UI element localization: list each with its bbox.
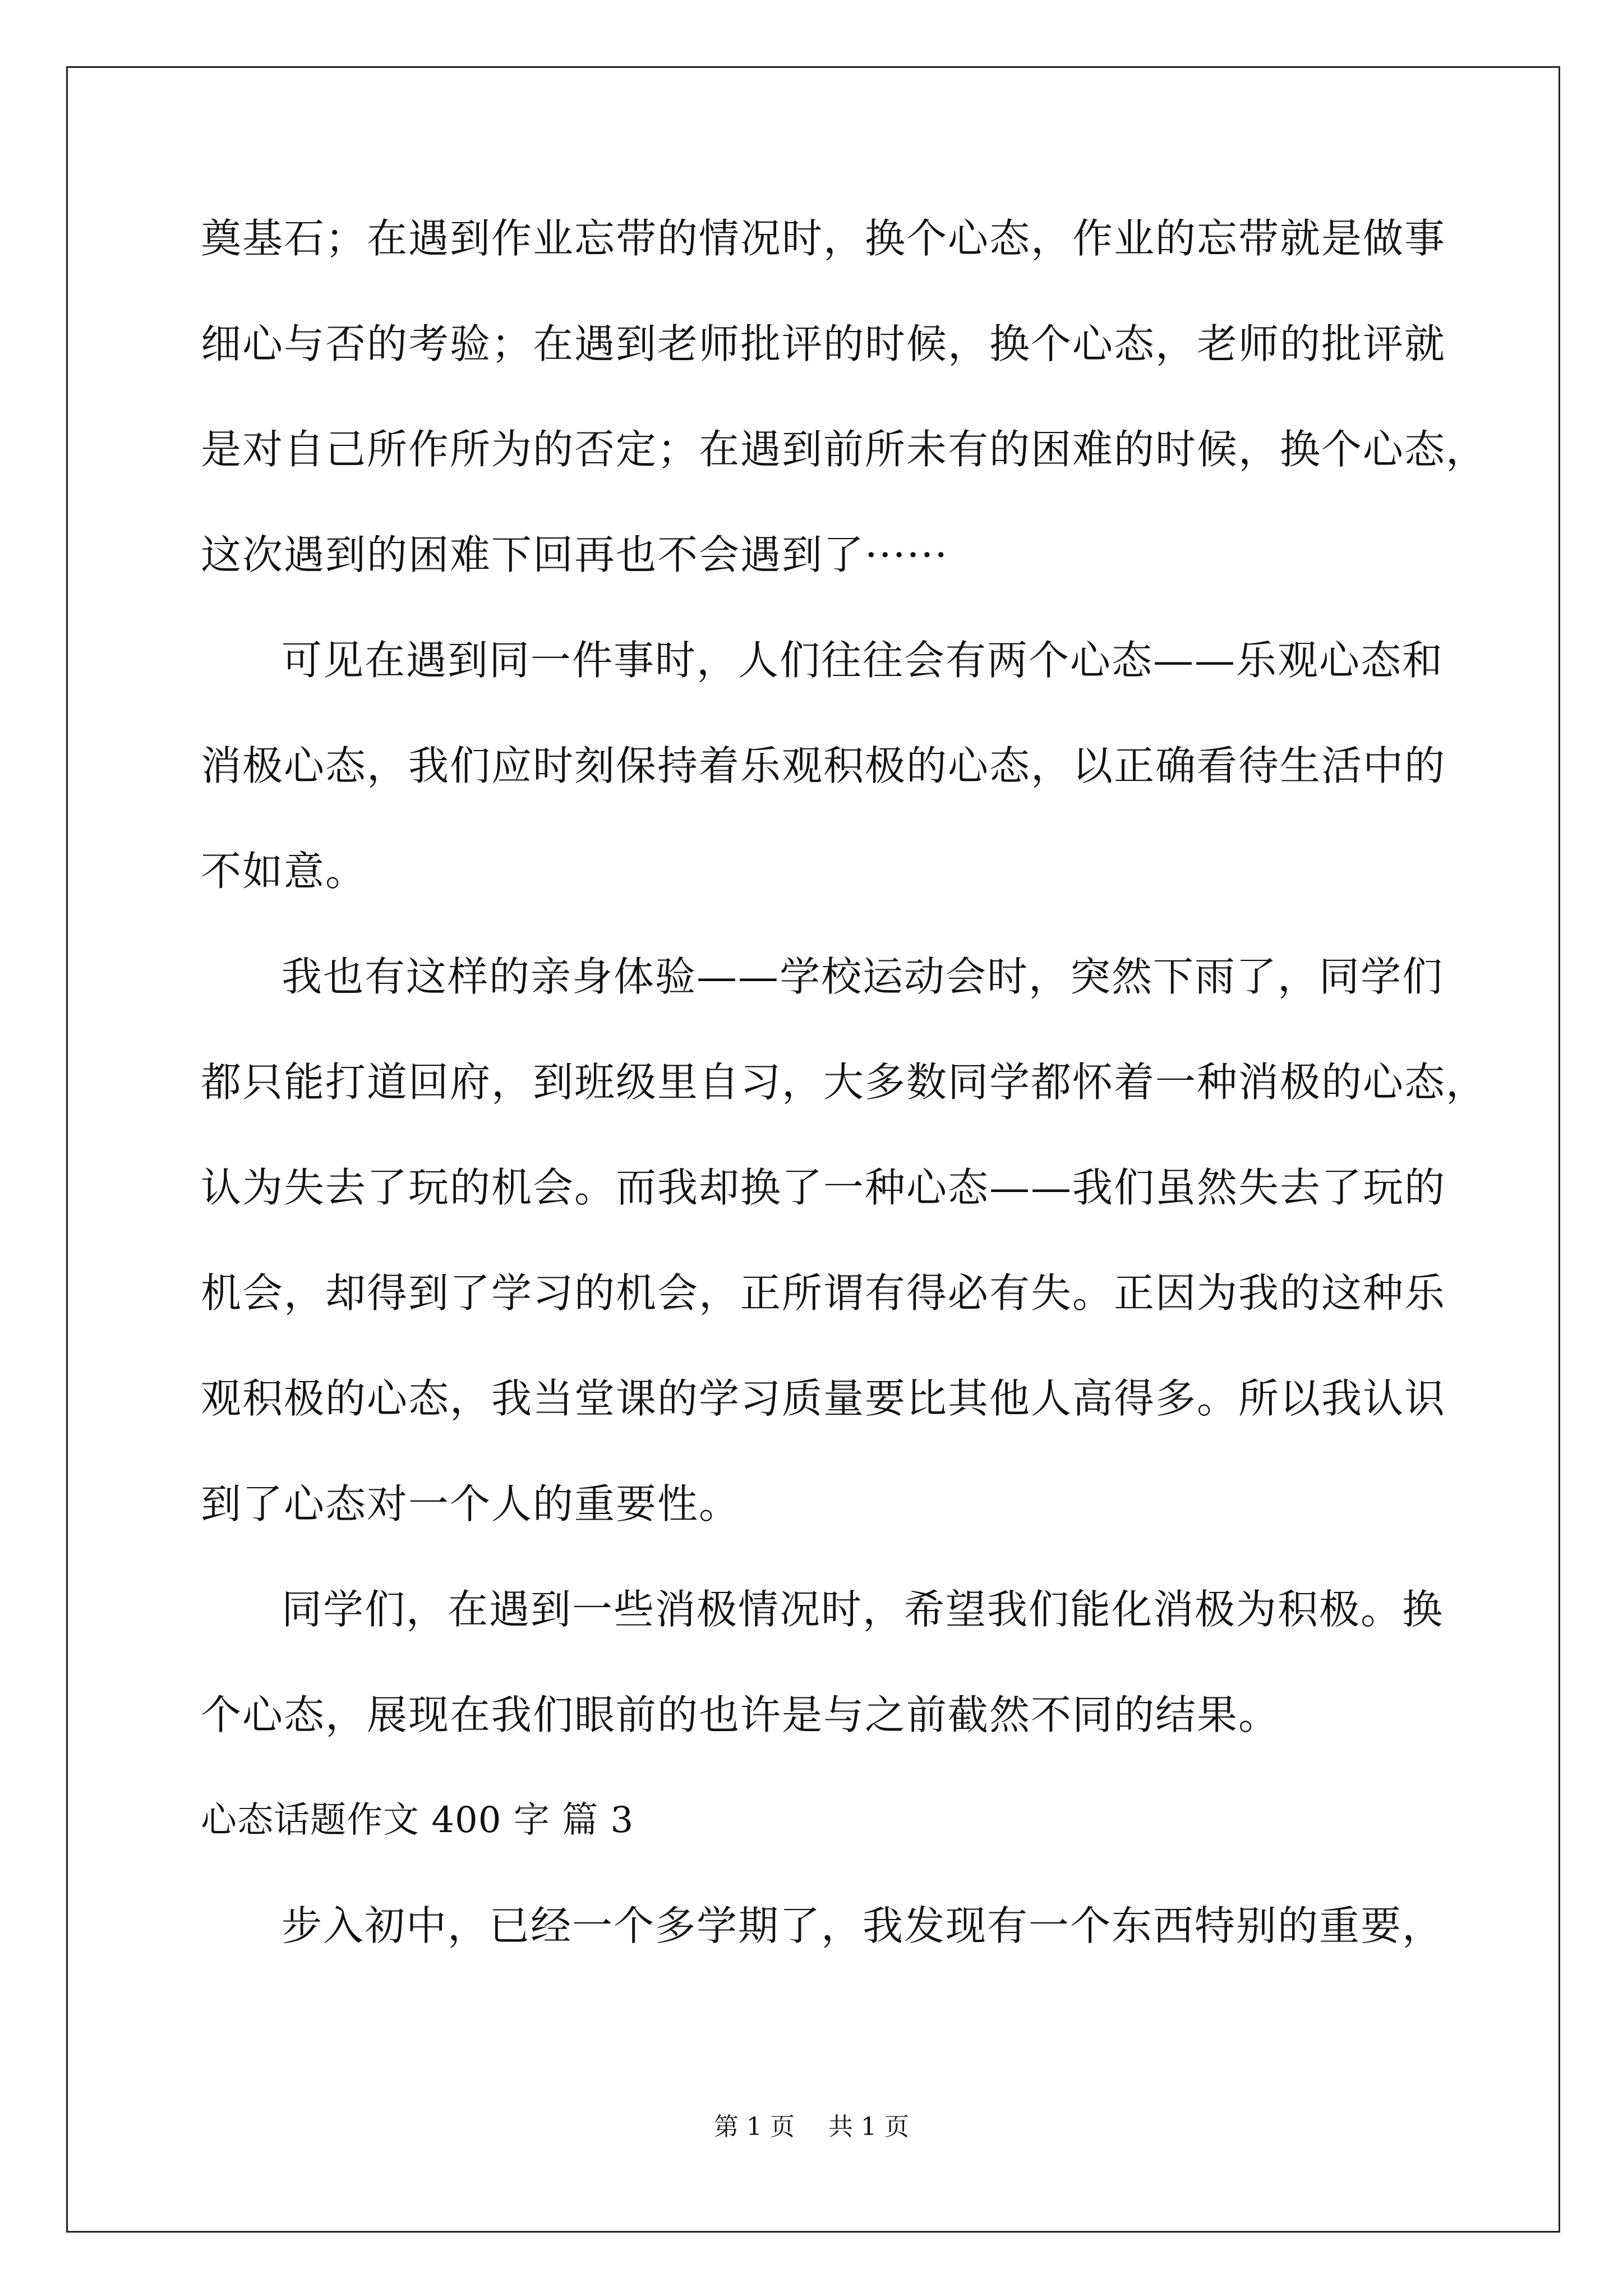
- page-total: 共 1 页: [828, 2113, 909, 2141]
- paragraph-first-line: 同学们，在遇到一些消极情况时，希望我们能化消极为积极。换: [282, 1586, 1444, 1633]
- text-line: 不如意。: [201, 848, 367, 895]
- text-line: 都只能打道回府，到班级里自习，大多数同学都怀着一种消极的心态，: [201, 1059, 1488, 1106]
- text-line: 机会，却得到了学习的机会，正所谓有得必有失。正因为我的这种乐: [201, 1269, 1446, 1317]
- text-line: 到了心态对一个人的重要性。: [201, 1480, 741, 1527]
- text-line: 个心态，展现在我们眼前的也许是与之前截然不同的结果。: [201, 1691, 1280, 1738]
- paragraph-first-line: 步入初中，已经一个多学期了，我发现有一个东西特别的重要，: [282, 1902, 1444, 1949]
- text-line: 这次遇到的困难下回再也不会遇到了······: [201, 531, 949, 578]
- text-line: 消极心态，我们应时刻保持着乐观积极的心态，以正确看待生活中的: [201, 742, 1446, 789]
- text-line: 认为失去了玩的机会。而我却换了一种心态——我们虽然失去了玩的: [201, 1164, 1446, 1211]
- page-number: 第 1 页: [714, 2113, 795, 2141]
- text-line: 细心与否的考验；在遇到老师批评的时候，换个心态，老师的批评就: [201, 320, 1446, 367]
- text-line: 是对自己所作所为的否定；在遇到前所未有的困难的时候，换个心态，: [201, 426, 1488, 473]
- text-line: 观积极的心态，我当堂课的学习质量要比其他人高得多。所以我认识: [201, 1375, 1446, 1422]
- text-line: 奠基石；在遇到作业忘带的情况时，换个心态，作业的忘带就是做事: [201, 215, 1446, 262]
- paragraph-first-line: 可见在遇到同一件事时，人们往往会有两个心态——乐观心态和: [282, 637, 1444, 684]
- page-footer: [0, 2111, 1623, 2143]
- paragraph-first-line: 我也有这样的亲身体验——学校运动会时，突然下雨了，同学们: [282, 953, 1444, 1000]
- section-heading: 心态话题作文 400 字 篇 3: [201, 1800, 634, 1841]
